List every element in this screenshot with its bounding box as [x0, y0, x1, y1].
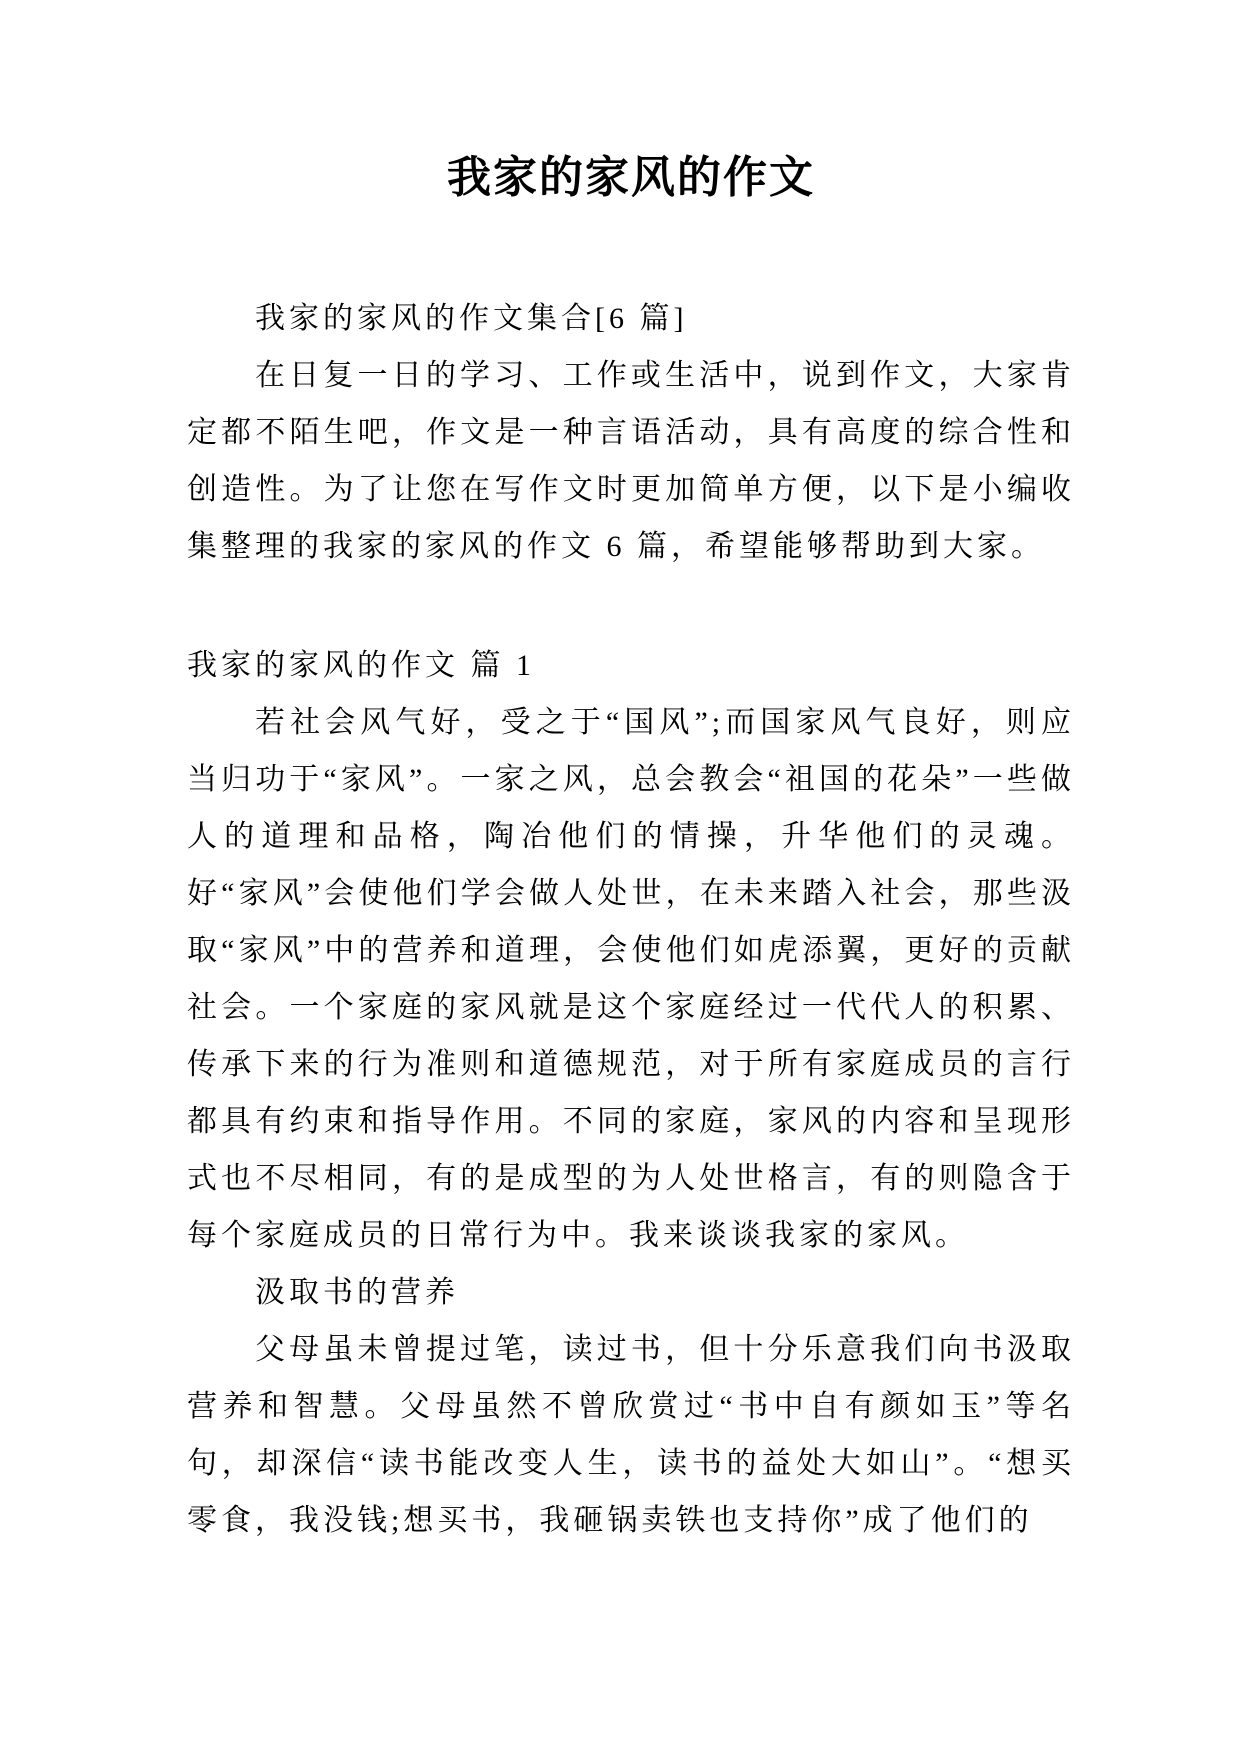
- document-title: 我家的家风的作文: [447, 153, 815, 202]
- body-paragraph: 父母虽未曾提过笔，读过书，但十分乐意我们向书汲取营养和智慧。父母虽然不曾欣赏过“书中自有颜如玉”等名句，却深信“读书能改变人生，读书的益处大如山”。“想买零食，我没钱;想买书，我砸锅卖铁也支持你”成了他们的: [187, 1333, 1075, 1537]
- intro-line: 我家的家风的作文集合[6 篇]: [255, 302, 688, 335]
- intro-paragraph: 在日复一日的学习、工作或生活中，说到作文，大家肯定都不陌生吧，作文是一种言语活动，具有高度的综合性和创造性。为了让您在写作文时更加简单方便，以下是小编收集整理的我家的家风的作文 6 篇，希望能够帮助到大家。: [187, 359, 1075, 563]
- document-body: [187, 290, 1075, 1549]
- body-paragraph: 若社会风气好，受之于“国风”;而国家风气良好，则应当归功于“家风”。一家之风，总会教会“祖国的花朵”一些做人的道理和品格，陶冶他们的情操，升华他们的灵魂。好“家风”会使他们学会做人处世，在未来踏入社会，那些汲取“家风”中的营养和道理，会使他们如虎添翼，更好的贡献社会。一个家庭的家风就是这个家庭经过一代代人的积累、传承下来的行为准则和道德规范，对于所有家庭成员的言行都具有约束和指导作用。不同的家庭，家风的内容和呈现形式也不尽相同，有的是成型的为人处世格言，有的则隐含于每个家庭成员的日常行为中。我来谈谈我家的家风。: [187, 706, 1075, 1252]
- sub-heading: 汲取书的营养: [255, 1276, 459, 1309]
- section-heading: 我家的家风的作文 篇 1: [187, 649, 535, 682]
